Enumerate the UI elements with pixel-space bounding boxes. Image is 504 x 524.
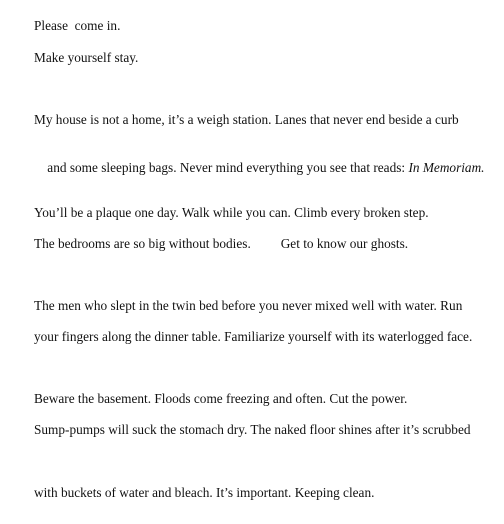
- poem-line: My house is not a home, it’s a weigh station. Lanes that never end beside a curb: [34, 112, 459, 127]
- poem-line: You’ll be a plaque one day. Walk while you can. Climb every broken step.: [34, 205, 429, 220]
- poem-line: Make yourself stay.: [34, 50, 139, 65]
- poem-line: your fingers along the dinner table. Familiarize yourself with its waterlogged face.: [34, 329, 473, 344]
- poem-line: [34, 144, 485, 192]
- poem-line-text: and some sleeping bags. Never mind everything you see that reads:: [47, 160, 409, 175]
- poem-line: Beware the basement. Floods come freezing and often. Cut the power.: [34, 391, 408, 406]
- poem-line: The men who slept in the twin bed before you never mixed well with water. Run: [34, 298, 463, 313]
- poem-line: Please come in.: [34, 18, 121, 33]
- poem-line: with buckets of water and bleach. It’s important. Keeping clean.: [34, 485, 375, 500]
- poem-line: Sump-pumps will suck the stomach dry. The naked floor shines after it’s scrubbed: [34, 422, 471, 437]
- poem-line: The bedrooms are so big without bodies. Get to know our ghosts.: [34, 236, 409, 251]
- italic-title: In Memoriam.: [408, 160, 485, 175]
